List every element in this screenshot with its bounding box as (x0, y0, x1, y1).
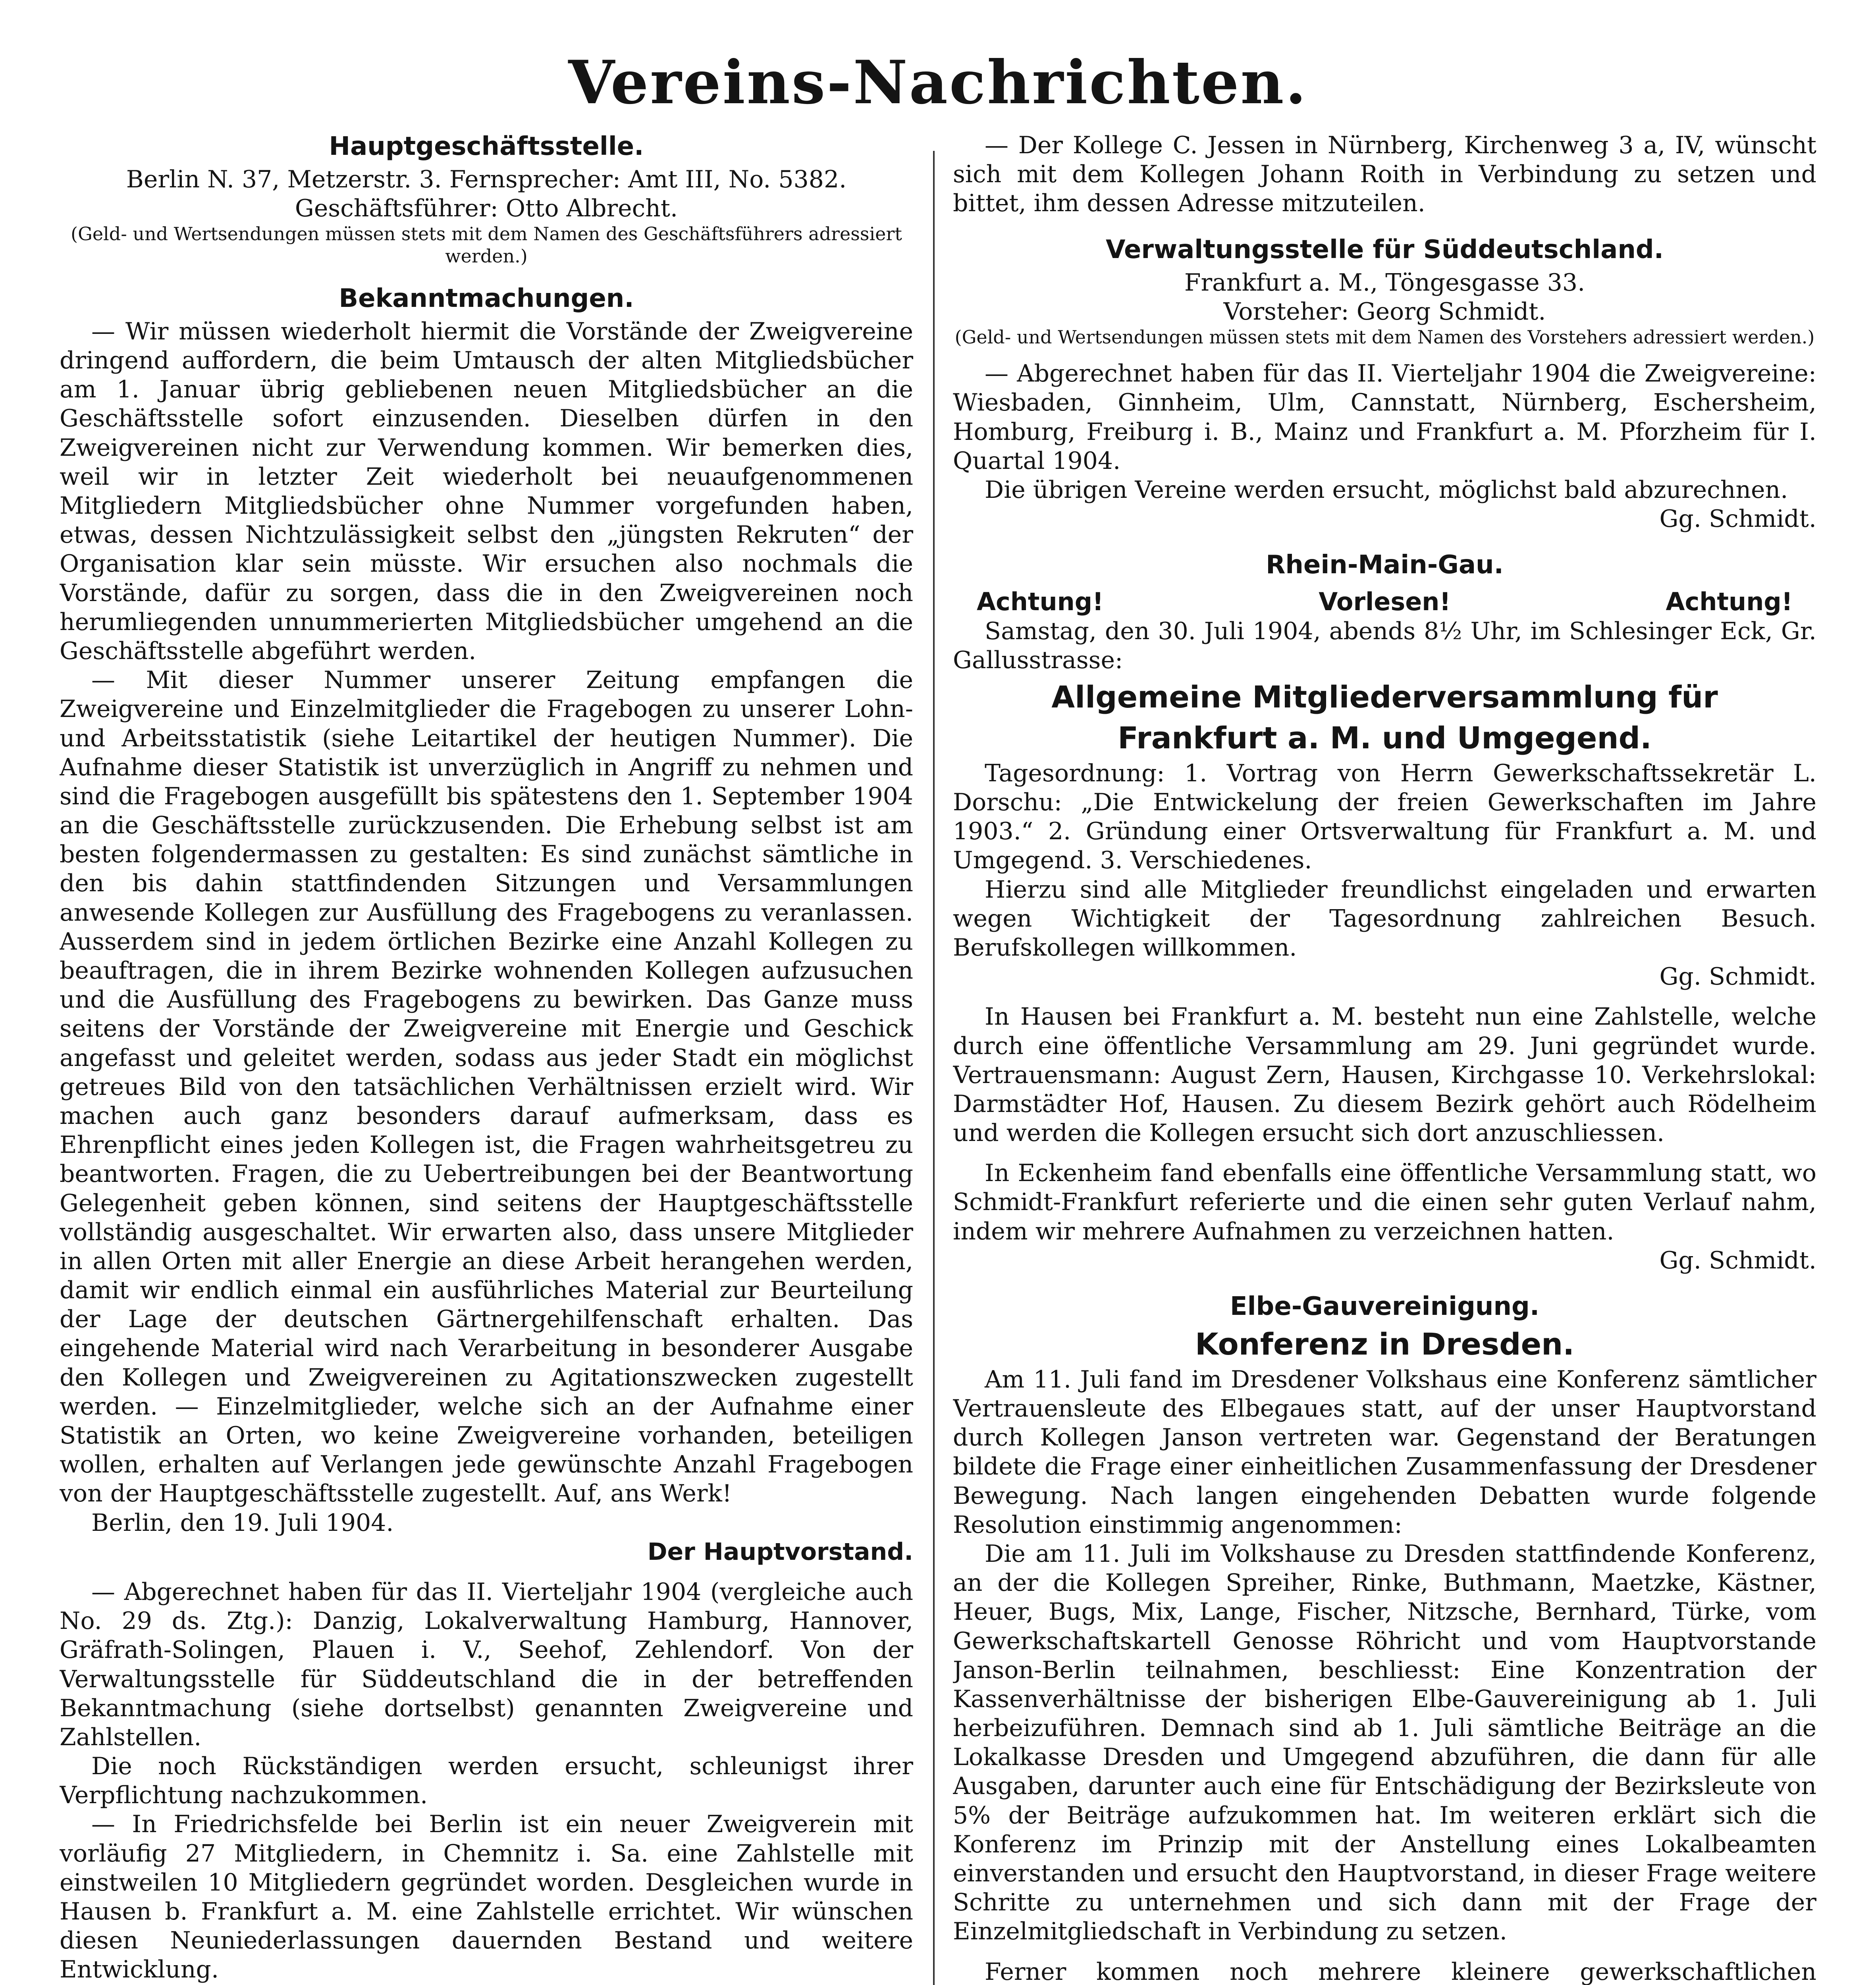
elbe-heading: Elbe-Gauvereinigung. (1230, 1292, 1540, 1322)
signature: Gg. Schmidt. (1659, 505, 1816, 533)
assembly-title: Frankfurt a. M. und Umgegend. (1118, 720, 1652, 756)
hq-heading: Hauptgeschäftsstelle. (329, 132, 644, 161)
attention-line (953, 587, 1816, 617)
right-column (953, 131, 1816, 1985)
paragraph: Samstag, den 30. Juli 1904, abends 8½ Uhr, im Schlesinger Eck, Gr. Gallusstrasse: (953, 617, 1816, 675)
signature: Der Hauptvorstand. (647, 1538, 913, 1566)
hq-manager: Geschäftsführer: Otto Albrecht. (295, 195, 678, 223)
rhein-main-heading: Rhein-Main-Gau. (1266, 550, 1504, 580)
hq-note: (Geld- und Wertsendungen müssen stets mit dem Namen des Geschäftsführers adressiert werden.) (71, 223, 902, 267)
sd-note: (Geld- und Wertsendungen müssen stets mit dem Namen des Vorstehers adressiert werden.) (954, 326, 1815, 348)
paragraph: Die am 11. Juli im Volkshause zu Dresden stattfindende Konferenz, an der die Kollegen Spreiher, Rinke, Buthmann, Maetzke, Kästner, Heuer, Bugs, Mix, Lange, Fischer, Nitzsche, Bernhard, Türke, vom Gewerkschaftskartell Genosse Röhricht und vom Hauptvorstande Janson-Berlin teilnahmen, beschliesst: Eine Konzentration der Kassenverhältnisse der bisherigen Elbe-Gauvereinigung ab 1. Juli herbeizuführen. Demnach sind ab 1. Juli sämtliche Beiträge an die Lokalkasse Dresden und Umgegend abzuführen, die dann für alle Ausgaben, darunter auch eine für Entschädigung der Bezirksleute von 5% der Beiträge aufzukommen hat. Im weiteren erklärt sich die Konferenz im Prinzip mit der Anstellung eines Lokalbeamten einverstanden und ersucht den Hauptvorstand, in dieser Frage weitere Schritte zu unternehmen und sich dann mit der Frage der Einzelmitgliedschaft in Verbindung zu setzen. (953, 1540, 1816, 1946)
assembly-title: Allgemeine Mitgliederversammlung für (1051, 679, 1718, 715)
paragraph: In Hausen bei Frankfurt a. M. besteht nun eine Zahlstelle, welche durch eine öffentliche Versammlung am 29. Juni gegründet wurde. Vertrauensmann: August Zern, Hausen, Kirchgasse 10. Verkehrslokal: Darmstädter Hof, Hausen. Zu diesem Bezirk gehört auch Rödelheim und werden die Kollegen ersucht sich dort anzuschliessen. (953, 1003, 1816, 1147)
paragraph: Ferner kommen noch mehrere kleinere gewerkschaftlichen (985, 1958, 1816, 1985)
attention-word: Achtung! (1666, 587, 1793, 617)
hq-address: Berlin N. 37, Metzerstr. 3. Fernsprecher: Amt III, No. 5382. (126, 166, 847, 194)
paragraph: Die noch Rückständigen werden ersucht, schleunigst ihrer Verpflichtung nachzukommen. (60, 1752, 913, 1810)
attention-word: Vorlesen! (1319, 587, 1451, 617)
signature: Gg. Schmidt. (1659, 1246, 1816, 1274)
paragraph: — Abgerechnet haben für das II. Vierteljahr 1904 die Zweigvereine: Wiesbaden, Ginnheim, Ulm, Cannstatt, Nürnberg, Eschersheim, Homburg, Freiburg i. B., Mainz und Frankfurt a. M. Pforzheim für I. Quartal 1904. (953, 360, 1816, 475)
conference-heading: Konferenz in Dresden. (1195, 1326, 1575, 1362)
sd-heading: Verwaltungsstelle für Süddeutschland. (1105, 235, 1664, 264)
left-column (60, 131, 913, 1985)
paragraph: Hierzu sind alle Mitglieder freundlichst eingeladen und erwarten wegen Wichtigkeit der Tagesordnung zahlreichen Besuch. Berufskollegen willkommen. (953, 875, 1816, 962)
paragraph: — Mit dieser Nummer unserer Zeitung empfangen die Zweigvereine und Einzelmitglieder die Fragebogen zu unserer Lohn- und Arbeitsstatistik (siehe Leitartikel der heutigen Nummer). Die Aufnahme dieser Statistik ist unverzüglich in Angriff zu nehmen und sind die Fragebogen ausgefüllt bis spätestens den 1. September 1904 an die Geschäftsstelle zurückzusenden. Die Erhebung selbst ist am besten folgendermassen zu gestalten: Es sind zunächst sämtliche in den bis dahin stattfindenden Sitzungen und Versammlungen anwesende Kollegen zur Ausfüllung des Fragebogens zu veranlassen. Ausserdem sind in jedem örtlichen Bezirke eine Anzahl Kollegen zu beauftragen, die in ihrem Bezirke wohnenden Kollegen aufzusuchen und die Ausfüllung des Fragebogens zu bewirken. Das Ganze muss seitens der Vorstände der Zweigvereine mit Energie und Geschick angefasst und geleitet werden, sodass aus jeder Stadt ein möglichst getreues Bild von den tatsächlichen Verhältnissen erzielt wird. Wir machen auch ganz besonders darauf aufmerksam, dass es Ehrenpflicht eines jeden Kollegen ist, die Fragen wahrheitsgetreu zu beantworten. Fragen, die zu Uebertreibungen bei der Beantwortung Gelegenheit geben können, sind seitens der Hauptgeschäftsstelle vollständig ausgeschaltet. Wir erwarten also, dass unsere Mitglieder in allen Orten mit aller Energie an diese Arbeit herangehen werden, damit wir endlich einmal ein ausführliches Material zur Beurteilung der Lage der deutschen Gärtnergehilfenschaft erhalten. Das eingehende Material wird nach Verarbeitung in besonderer Ausgabe den Kollegen und Zweigvereinen zu Agitationszwecken zugestellt werden. — Einzelmitglieder, welche sich an der Aufnahme einer Statistik an Orten, wo keine Zweigvereine vorhanden, beteiligen wollen, erhalten auf Verlangen jede gewünschte Anzahl Fragebogen von der Hauptgeschäftsstelle zugestellt. Auf, ans Werk! (60, 666, 913, 1508)
paragraph: — Der Kollege C. Jessen in Nürnberg, Kirchenweg 3 a, IV, wünscht sich mit dem Kollegen Johann Roith in Verbindung zu setzen und bittet, ihm dessen Adresse mitzuteilen. (953, 131, 1816, 218)
sd-head: Vorsteher: Georg Schmidt. (1223, 297, 1546, 326)
signature: Gg. Schmidt. (1659, 963, 1816, 991)
date-line: Berlin, den 19. Juli 1904. (91, 1509, 394, 1537)
paragraph: — In Friedrichsfelde bei Berlin ist ein neuer Zweigverein mit vorläufig 27 Mitgliedern, in Chemnitz i. Sa. eine Zahlstelle mit einstweilen 10 Mitgliedern gegründet worden. Desgleichen wurde in Hausen b. Frankfurt a. M. eine Zahlstelle errichtet. Wir wünschen diesen Neuniederlassungen dauernden Bestand und weitere Entwicklung. (60, 1810, 913, 1984)
page-title: Vereins-Nachrichten. (568, 48, 1308, 118)
paragraph: Die übrigen Vereine werden ersucht, möglichst bald abzurechnen. (985, 476, 1788, 504)
attention-word: Achtung! (977, 587, 1104, 617)
sd-address: Frankfurt a. M., Töngesgasse 33. (1184, 268, 1585, 297)
paragraph: — Wir müssen wiederholt hiermit die Vorstände der Zweigvereine dringend auffordern, die beim Umtausch der alten Mitgliedsbücher am 1. Januar übrig gebliebenen neuen Mitgliedsbücher an die Geschäftsstelle sofort einzusenden. Dieselben dürfen in den Zweigvereinen nicht zur Verwendung kommen. Wir bemerken dies, weil wir in letzter Zeit wiederholt bei neuaufgenommenen Mitgliedern Mitgliedsbücher ohne Nummer vorgefunden haben, etwas, dessen Nichtzulässigkeit selbst den „jüngsten Rekruten“ der Organisation klar sein müsste. Wir ersuchen also nochmals die Vorstände, dafür zu sorgen, dass die in den Zweigvereinen noch herumliegenden unnummerierten Mitgliedsbücher umgehend an die Geschäftsstelle abgeführt werden. (60, 317, 913, 665)
paragraph: Am 11. Juli fand im Dresdener Volkshaus eine Konferenz sämtlicher Vertrauensleute des Elbegaues statt, auf der unser Hauptvorstand durch Kollegen Janson vertreten war. Gegenstand der Beratungen bildete die Frage einer einheitlichen Zusammenfassung der Dresdener Bewegung. Nach langen eingehenden Debatten wurde folgende Resolution einstimmig angenommen: (953, 1365, 1816, 1539)
paragraph: — Abgerechnet haben für das II. Vierteljahr 1904 (vergleiche auch No. 29 ds. Ztg.): Danzig, Lokalverwaltung Hamburg, Hannover, Gräfrath-Solingen, Plauen i. V., Seehof, Zehlendorf. Von der Verwaltungsstelle für Süddeutschland die in der betreffenden Bekanntmachung (siehe dortselbst) genannten Zweigvereine und Zahlstellen. (60, 1578, 913, 1751)
announcements-heading: Bekanntmachungen. (339, 283, 634, 313)
column-divider (933, 151, 935, 1985)
paragraph: Tagesordnung: 1. Vortrag von Herrn Gewerkschaftssekretär L. Dorschu: „Die Entwickelung der freien Gewerkschaften im Jahre 1903.“ 2. Gründung einer Ortsverwaltung für Frankfurt a. M. und Umgegend. 3. Verschiedenes. (953, 759, 1816, 875)
paragraph: In Eckenheim fand ebenfalls eine öffentliche Versammlung statt, wo Schmidt-Frankfurt referierte und die einen sehr guten Verlauf nahm, indem wir mehrere Aufnahmen zu verzeichnen hatten. (953, 1159, 1816, 1245)
